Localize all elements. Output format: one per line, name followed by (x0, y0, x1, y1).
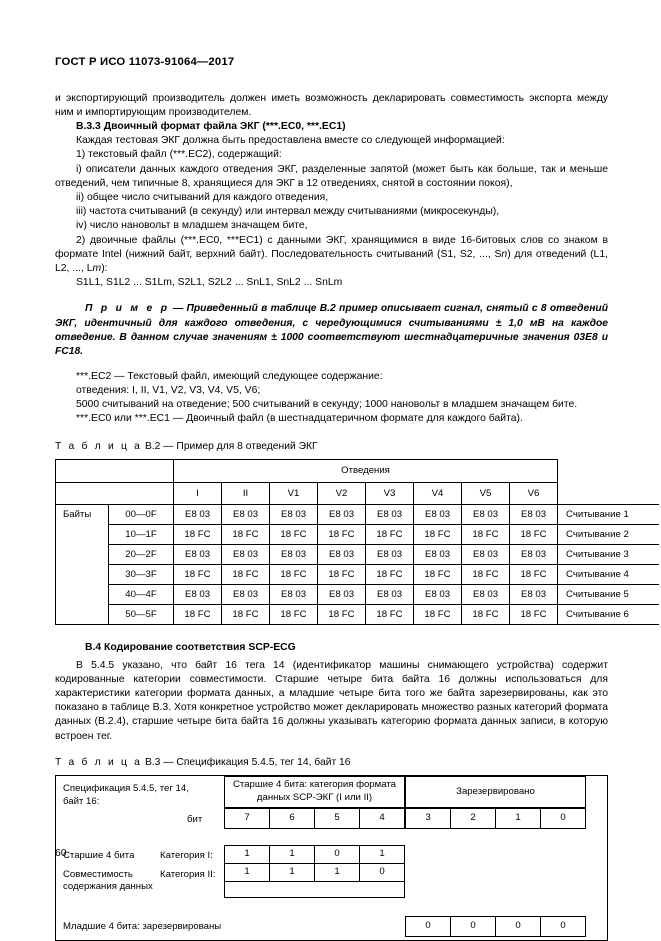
table-b2-cell-4-5: E8 03 (414, 585, 462, 605)
table-row (56, 605, 659, 625)
table-b2-cell-5-2: 18 FC (270, 605, 318, 625)
table-b2-caption-lead: Т а б л и ц а (55, 441, 143, 453)
table-b2-cell-5-6: 18 FC (462, 605, 510, 625)
table-b2-cell-3-1: 18 FC (222, 565, 270, 585)
table-b2-cell-5-1: 18 FC (222, 605, 270, 625)
table-b2-range-4: 40—4F (109, 585, 174, 605)
table-b3-spec-label-line2: байт 16: (63, 795, 100, 807)
table-b2-cell-2-5: E8 03 (414, 545, 462, 565)
b33-item-2 (55, 234, 608, 277)
table-b2-cell-0-1: E8 03 (222, 505, 270, 525)
table-b2-cell-3-6: 18 FC (462, 565, 510, 585)
table-b3-low-nibble-label: Младшие 4 бита: зарезервированы (63, 920, 222, 932)
b33-item-1-ii: ii) общее число считываний для каждого отведения, (76, 191, 329, 203)
table-b2-cell-2-4: E8 03 (366, 545, 414, 565)
table-b2-cell-5-0: 18 FC (174, 605, 222, 625)
table-b3-cat1-bit-7: 1 (224, 845, 270, 864)
table-b2-cell-3-0: 18 FC (174, 565, 222, 585)
example-label: П р и м е р (85, 303, 170, 315)
table-b2-cell-1-3: 18 FC (318, 525, 366, 545)
table-b3-high-nibble-header-line2: данных SCP-ЭКГ (I или II) (256, 791, 373, 803)
table-b2-cell-4-7: E8 03 (510, 585, 558, 605)
table-b2-cell-3-7: 18 FC (510, 565, 558, 585)
table-b2-cell-0-2: E8 03 (270, 505, 318, 525)
table-b2-cell-3-2: 18 FC (270, 565, 318, 585)
table-b3-high-nibble-header (224, 776, 405, 808)
table-b3-caption (55, 756, 608, 770)
table-b2-cell-2-1: E8 03 (222, 545, 270, 565)
table-b3-caption-lead: Т а б л и ц а (55, 756, 143, 768)
b33-item-2-part-c: ): (101, 262, 108, 274)
table-b3-left-label-line1: Старшие 4 бита (63, 849, 135, 861)
table-b2-header-group-row (56, 460, 659, 483)
table-b2-cell-0-4: E8 03 (366, 505, 414, 525)
table-b2-lead-col-0: I (174, 483, 222, 505)
table-b2-cell-2-7: E8 03 (510, 545, 558, 565)
table-b2-cell-4-2: E8 03 (270, 585, 318, 605)
example-paragraph (55, 302, 608, 359)
b33-item-1-i: i) описатели данных каждого отведения ЭКГ, разделенные запятой (может быть как больше, так и меньше отведений, чем типичные 8, хранящиеся для ЭКГ в 12 отведениях, снятой в состоянии покоя), (55, 163, 608, 189)
table-b3-bit-4: 4 (359, 808, 405, 829)
table-b3-category1-label: Категория I: (160, 849, 213, 861)
table-b2-cell-4-6: E8 03 (462, 585, 510, 605)
table-b2-group-header: Отведения (174, 460, 558, 483)
table-b2-cell-0-7: E8 03 (510, 505, 558, 525)
table-b2-cell-4-1: E8 03 (222, 585, 270, 605)
table-b3-bit-0: 0 (540, 808, 586, 829)
table-b2-note-1: Считывание 2 (558, 525, 659, 545)
table-b2-lead-col-3: V2 (318, 483, 366, 505)
b33-item-2-n: n (501, 248, 508, 260)
table-b2-cell-2-3: E8 03 (318, 545, 366, 565)
table-b2-note-4: Считывание 5 (558, 585, 659, 605)
page-number: 60 (55, 848, 67, 859)
table-b2-cell-1-5: 18 FC (414, 525, 462, 545)
b33-lead-text: Каждая тестовая ЭКГ должна быть предоставлена вместе со следующей информацией: (76, 135, 505, 147)
table-b2-cell-4-0: E8 03 (174, 585, 222, 605)
table-b2-range-3: 30—3F (109, 565, 174, 585)
table-b2-note-5: Считывание 6 (558, 605, 659, 625)
b4-paragraph: В 5.4.5 указано, что байт 16 тега 14 (идентификатор машины снимающего устройства) содержит кодированные категории совместимости. Старшие четыре бита байта 16 должны использоваться для характеристики категории формата данных, а младшие четыре бита того же байта зарезервированы, как это показано в таблице В.3. Хотя конкретное устройство может декларировать множество разных категорий формата данных (В.2.4), старшие четыре бита байта 16 должны указывать категорию формата данных записи, в которую встроен тег. (55, 659, 608, 742)
ec2-description: ***.EC2 — Текстовый файл, имеющий следующее содержание: (76, 370, 383, 382)
table-b2-note-header (558, 460, 659, 505)
table-b2-cell-3-5: 18 FC (414, 565, 462, 585)
table-b2-cell-4-4: E8 03 (366, 585, 414, 605)
table-b2-lead-col-6: V5 (462, 483, 510, 505)
table-b2-cell-2-6: E8 03 (462, 545, 510, 565)
table-b3-reserved-header: Зарезервировано (405, 776, 586, 808)
table-b2-cell-2-2: E8 03 (270, 545, 318, 565)
ec0-ec1-description: ***.EC0 или ***.EC1 — Двоичный файл (в шестнадцатеричном формате для каждого байта). (76, 413, 523, 425)
table-b2-note-0: Считывание 1 (558, 505, 659, 525)
table-b2-lead-col-1: II (222, 483, 270, 505)
page-content (55, 56, 629, 941)
table-b3 (55, 775, 608, 941)
table-b3-bit-5: 5 (314, 808, 360, 829)
b33-item-1: 1) текстовый файл (***.EC2), содержащий: (76, 149, 282, 161)
table-b2-caption (55, 440, 608, 454)
b33-item-2-part-b: ) для отведений (L1, L2, ..., L (55, 248, 608, 274)
table-b3-bit-2: 2 (450, 808, 496, 829)
table-b3-cat2-bit-7: 1 (224, 863, 270, 882)
table-b2-cell-4-3: E8 03 (318, 585, 366, 605)
table-b2-lead-col-7: V6 (510, 483, 558, 505)
b33-item-1-iii: iii) частота считываний (в секунду) или интервал между считываниями (микросекунды), (76, 206, 500, 218)
table-b2-cell-0-3: E8 03 (318, 505, 366, 525)
table-b2-cell-1-4: 18 FC (366, 525, 414, 545)
table-b3-cat2-bit-5: 1 (314, 863, 360, 882)
table-b2-range-0: 00—0F (109, 505, 174, 525)
table-b3-cat2-bit-6: 1 (269, 863, 315, 882)
table-b3-low-bit-1: 0 (495, 916, 541, 937)
table-b3-bit-label: бит (187, 813, 203, 825)
table-b2-cell-5-7: 18 FC (510, 605, 558, 625)
table-b3-left-label-line3: содержания данных (63, 880, 153, 892)
section-b4-heading: В.4 Кодирование соответствия SCP-ECG (85, 642, 296, 654)
table-b2-note-2: Считывание 3 (558, 545, 659, 565)
table-b2-corner-cell-2 (56, 483, 174, 505)
table-b2-corner-cell (56, 460, 174, 483)
example-text: — Приведенный в таблице В.2 пример описывает сигнал, снятый с 8 отведений ЭКГ, идентичный для каждого отведения, с чередующимися считываниями ± 1,0 мВ на каждое отведение. В данном случае значениям ± 1000 соответствуют шестнадцатеричные значения 03E8 и FC18. (55, 303, 608, 358)
table-b2-cell-5-4: 18 FC (366, 605, 414, 625)
table-b3-cat1-bit-6: 1 (269, 845, 315, 864)
table-b3-low-bit-0: 0 (540, 916, 586, 937)
b33-item-2-part-a: 2) двоичные файлы (***.EC0, ***EC1) с данными ЭКГ, хранящимися в виде 16-битовых слов со знаком в формате Intel (нижний байт, верхний байт). Последовательность считываний (S1, S2, ..., S (55, 234, 608, 260)
table-b2-cell-1-7: 18 FC (510, 525, 558, 545)
table-row (56, 505, 659, 525)
table-b2-cell-5-5: 18 FC (414, 605, 462, 625)
table-b3-bit-3: 3 (405, 808, 451, 829)
table-b3-left-label-line2: Совместимость (63, 868, 133, 880)
table-b2-cell-0-6: E8 03 (462, 505, 510, 525)
table-b3-high-nibble-header-line1: Старшие 4 бита: категория формата (233, 779, 396, 791)
table-b2-cell-1-0: 18 FC (174, 525, 222, 545)
table-b2-cell-3-4: 18 FC (366, 565, 414, 585)
table-b2-lead-col-4: V3 (366, 483, 414, 505)
table-b3-bit-6: 6 (269, 808, 315, 829)
table-b3-bit-7: 7 (224, 808, 270, 829)
table-b3-category2-label: Категория II: (160, 868, 216, 880)
table-row (56, 545, 659, 565)
table-b2-cell-3-3: 18 FC (318, 565, 366, 585)
samples-description: 5000 считываний на отведение; 500 считываний в секунду; 1000 нановольт в младшем значащем бите. (76, 398, 578, 410)
table-b2-lead-col-2: V1 (270, 483, 318, 505)
table-b2-cell-1-2: 18 FC (270, 525, 318, 545)
table-b2-range-2: 20—2F (109, 545, 174, 565)
table-b2-cell-5-3: 18 FC (318, 605, 366, 625)
table-b3-cat1-bit-5: 0 (314, 845, 360, 864)
table-b3-spec-label-line1: Спецификация 5.4.5, тег 14, (63, 782, 189, 794)
b33-item-2-m: m (92, 262, 102, 274)
table-b3-bit-1: 1 (495, 808, 541, 829)
table-b2-cell-2-0: E8 03 (174, 545, 222, 565)
intro-paragraph: и экспортирующий производитель должен иметь возможность декларировать совместимость экспорта между ним и импортирующим производителем. (55, 92, 608, 118)
table-b2-note-3: Считывание 4 (558, 565, 659, 585)
table-b3-cat1-bit-4: 1 (359, 845, 405, 864)
b33-sequence-line: S1L1, S1L2 ... S1Lm, S2L1, S2L2 ... SnL1, SnL2 ... SnLm (76, 277, 343, 289)
standard-header: ГОСТ Р ИСО 11073-91064—2017 (55, 56, 235, 68)
table-b2-row-label: Байты (56, 505, 109, 625)
table-b2-lead-col-5: V4 (414, 483, 462, 505)
table-b2-cell-1-6: 18 FC (462, 525, 510, 545)
table-b2-range-5: 50—5F (109, 605, 174, 625)
table-b2-cell-0-0: E8 03 (174, 505, 222, 525)
table-b3-low-bit-3: 0 (405, 916, 451, 937)
table-row (56, 565, 659, 585)
table-b3-cat-extension-box (224, 881, 405, 898)
b33-item-1-iv: iv) число нановольт в младшем значащем бите, (76, 220, 308, 232)
table-b2-caption-text: В.2 — Пример для 8 отведений ЭКГ (142, 441, 318, 453)
table-b3-low-bit-2: 0 (450, 916, 496, 937)
table-b2-range-1: 10—1F (109, 525, 174, 545)
table-b3-cat2-bit-4: 0 (359, 863, 405, 882)
table-row (56, 585, 659, 605)
table-b2-cell-0-5: E8 03 (414, 505, 462, 525)
table-b2-cell-1-1: 18 FC (222, 525, 270, 545)
table-row (56, 525, 659, 545)
table-b3-caption-text: В.3 — Спецификация 5.4.5, тег 14, байт 16 (142, 756, 351, 768)
table-b2 (55, 459, 659, 625)
section-b33-heading: В.3.3 Двоичный формат файла ЭКГ (***.EC0, ***.EC1) (76, 120, 346, 132)
leads-description: отведения: I, II, V1, V2, V3, V4, V5, V6; (76, 384, 261, 396)
